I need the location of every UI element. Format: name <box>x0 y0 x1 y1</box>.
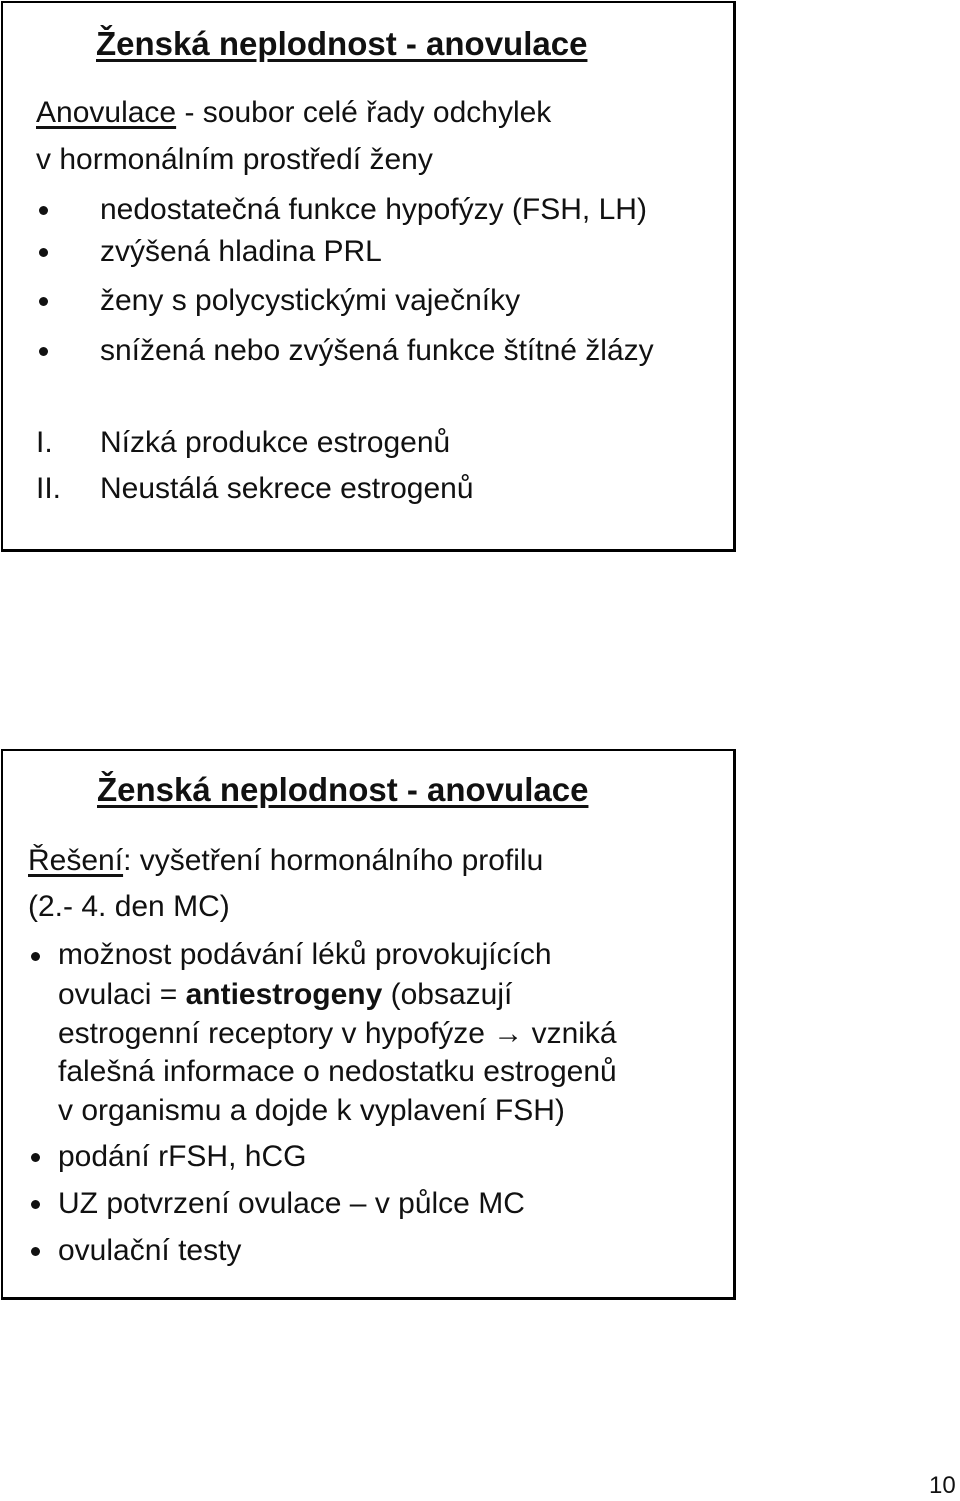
list-item-line: možnost podávání léků provokujících <box>58 938 552 971</box>
anovulace-term: Anovulace <box>36 96 177 129</box>
list-item: ženy s polycystickými vaječníky <box>100 284 521 317</box>
list-item: snížená nebo zvýšená funkce štítné žlázy <box>100 334 654 367</box>
text-fragment: ovulaci = <box>58 978 186 1011</box>
slide-2-title: Ženská neplodnost - anovulace <box>97 771 589 808</box>
solution-text: : vyšetření hormonálního profilu <box>123 844 544 877</box>
intro-line-1 <box>36 95 551 131</box>
slide-1-title: Ženská neplodnost - anovulace <box>96 25 588 62</box>
text-fragment: vzniká <box>523 1017 617 1050</box>
text-fragment: estrogenní receptory v hypofýze <box>58 1017 494 1050</box>
intro-line-2: v hormonálním prostředí ženy <box>36 143 433 176</box>
list-item-line <box>58 1016 617 1052</box>
numbered-marker: I. <box>36 426 53 459</box>
page-number: 10 <box>929 1472 956 1499</box>
bullet-icon <box>31 1247 40 1256</box>
bullet-icon <box>31 1200 40 1209</box>
bullet-icon <box>31 952 40 961</box>
bullet-icon <box>39 248 48 257</box>
solution-line-2: (2.- 4. den MC) <box>28 890 230 923</box>
list-item: UZ potvrzení ovulace – v půlce MC <box>58 1187 525 1220</box>
numbered-item: Nízká produkce estrogenů <box>100 426 451 459</box>
list-item: ovulační testy <box>58 1234 242 1267</box>
list-item-line: v organismu a dojde k vyplavení FSH) <box>58 1094 565 1127</box>
solution-term: Řešení <box>28 844 124 877</box>
slide-1 <box>1 1 736 552</box>
solution-line-1 <box>28 843 543 879</box>
bullet-icon <box>39 347 48 356</box>
numbered-item: Neustálá sekrece estrogenů <box>100 472 474 505</box>
list-item-line: falešná informace o nedostatku estrogenů <box>58 1055 617 1088</box>
list-item: nedostatečná funkce hypofýzy (FSH, LH) <box>100 193 647 226</box>
right-arrow-icon: → <box>493 1017 524 1050</box>
list-item-line <box>58 977 512 1013</box>
list-item: podání rFSH, hCG <box>58 1140 307 1173</box>
text-fragment: (obsazují <box>382 978 513 1011</box>
list-item: zvýšená hladina PRL <box>100 235 382 268</box>
bullet-icon <box>39 297 48 306</box>
intro-text: - soubor celé řady odchylek <box>176 96 552 129</box>
antiestrogeny-term: antiestrogeny <box>185 978 383 1011</box>
numbered-marker: II. <box>36 472 62 505</box>
bullet-icon <box>39 206 48 215</box>
slide-2 <box>1 749 736 1300</box>
bullet-icon <box>31 1153 40 1162</box>
